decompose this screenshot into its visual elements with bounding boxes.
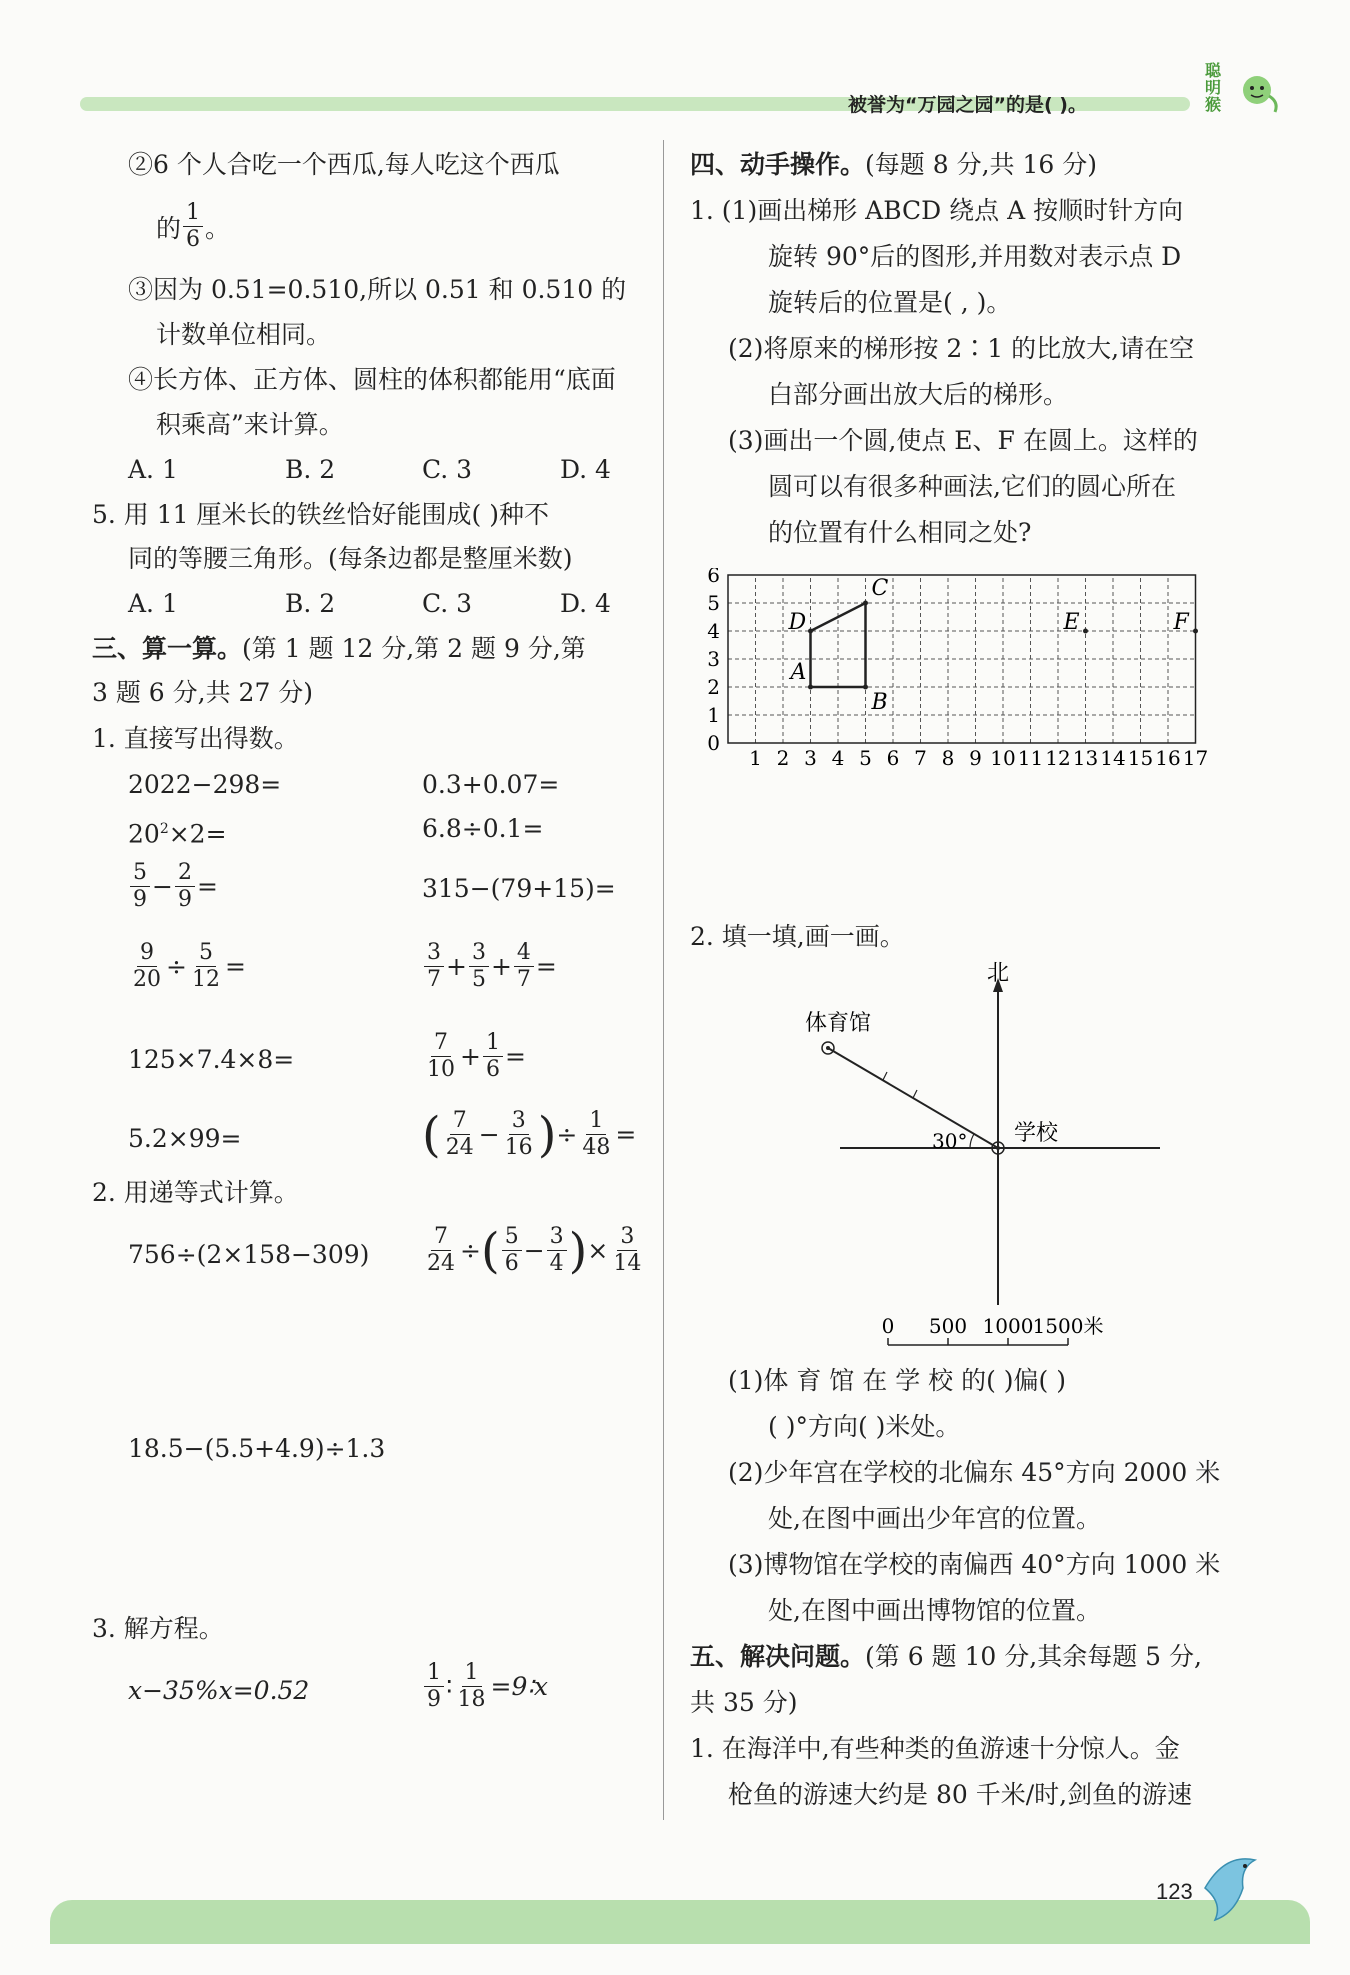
numerator: 1: [183, 200, 203, 227]
calc-1: 2022−298=: [128, 770, 282, 799]
point-label-c: C: [871, 576, 889, 601]
y-tick-label: 4: [707, 619, 720, 643]
denominator: 7: [427, 967, 441, 992]
fraction: [469, 940, 489, 993]
q5-option-c[interactable]: C. 3: [422, 589, 473, 618]
paren: ): [537, 1106, 557, 1163]
dolphin-icon: [1195, 1848, 1265, 1928]
gym-label: 体育馆: [805, 1011, 872, 1036]
op: =: [224, 952, 246, 981]
y-tick-label: 6: [707, 568, 720, 587]
s3q2-b: [422, 1224, 646, 1277]
y-tick-label: 0: [707, 731, 720, 755]
denominator: 6: [504, 1251, 519, 1276]
y-tick-label: 1: [707, 703, 720, 727]
denominator: 7: [516, 967, 531, 992]
denominator: 9: [427, 1687, 441, 1712]
op: =: [504, 1042, 526, 1071]
point-f: [1193, 629, 1198, 634]
calc-frac-3: [422, 940, 557, 993]
numerator: 2: [175, 860, 195, 887]
numerator: 1: [424, 1660, 444, 1687]
point-b: [863, 685, 868, 690]
q5-option-d[interactable]: D. 4: [560, 589, 611, 618]
x-tick-label: 8: [941, 746, 955, 770]
denominator: 9: [177, 887, 192, 912]
fraction: [502, 1108, 536, 1161]
denominator: 12: [191, 967, 220, 992]
x-tick-label: 17: [1182, 746, 1209, 770]
s4q2-item-1: (1)体 育 馆 在 学 校 的( )偏( ): [728, 1366, 1067, 1395]
section-score: (第 1 题 12 分,第 2 题 9 分,第: [242, 634, 586, 663]
x-tick-label: 15: [1127, 746, 1154, 770]
point-d: [808, 629, 813, 634]
q4-item-2-cont: [156, 200, 230, 253]
q4-item-4: ④长方体、正方体、圆柱的体积都能用“底面: [128, 365, 616, 394]
base: 20: [128, 819, 160, 849]
s3q3-a: x−35%x=0.52: [128, 1676, 310, 1705]
fraction: [183, 200, 203, 253]
op: +: [490, 952, 512, 981]
x-tick-label: 13: [1072, 746, 1099, 770]
s4q2-title: 2. 填一填,画一画。: [690, 922, 905, 951]
x-tick-label: 2: [776, 746, 790, 770]
s4q1-line-7: 圆可以有很多种画法,它们的圆心所在: [768, 472, 1176, 501]
scale-label: 500: [928, 1314, 968, 1338]
tail: =9∶x: [490, 1672, 548, 1701]
fraction: [547, 1224, 567, 1277]
q4-item-2: ②6 个人合吃一个西瓜,每人吃这个西瓜: [128, 150, 560, 179]
y-tick-label: 5: [707, 591, 720, 615]
op: −: [478, 1120, 500, 1149]
calc-4: 6.8÷0.1=: [422, 814, 544, 843]
fraction: [579, 1108, 613, 1161]
s3q3-b: [422, 1660, 548, 1713]
denominator: 48: [582, 1135, 611, 1160]
section-score: (第 6 题 10 分,其余每题 5 分,: [865, 1642, 1202, 1671]
op: ÷: [166, 952, 187, 981]
point-e: [1083, 629, 1088, 634]
y-tick-label: 3: [707, 647, 720, 671]
section-3-score-cont: 3 题 6 分,共 27 分): [92, 678, 314, 707]
denominator: 9: [133, 887, 147, 912]
x-tick-label: 12: [1045, 746, 1071, 770]
direction-diagram[interactable]: [790, 960, 1190, 1360]
s5q1-line-2: 枪鱼的游速大约是 80 千米/时,剑鱼的游速: [728, 1780, 1193, 1809]
s3q2-a: 756÷(2×158−309): [128, 1240, 370, 1269]
numerator: 5: [130, 860, 150, 887]
numerator: 7: [431, 1030, 451, 1057]
q5-option-a[interactable]: A. 1: [128, 589, 178, 618]
s4q1-line-2: 旋转 90°后的图形,并用数对表示点 D: [768, 242, 1182, 271]
op: ∶: [446, 1672, 453, 1701]
fraction: [424, 1224, 458, 1277]
s4q2-item-2: (2)少年宫在学校的北偏东 45°方向 2000 米: [728, 1458, 1221, 1487]
point-label-a: A: [790, 660, 807, 685]
page-number: 123: [1156, 1879, 1193, 1904]
header-slogan: 被誉为“万园之园”的是( )。: [848, 94, 1087, 116]
op: =: [535, 952, 557, 981]
q4-item-3: ③因为 0.51=0.510,所以 0.51 和 0.510 的: [128, 275, 627, 304]
s5q1-line-1: 1. 在海洋中,有些种类的鱼游速十分惊人。金: [690, 1734, 1180, 1763]
fraction: [189, 940, 223, 993]
point-label-e: E: [1063, 610, 1080, 635]
numerator: 3: [424, 940, 444, 967]
angle-arc: [970, 1134, 974, 1148]
x-tick-label: 11: [1017, 746, 1044, 770]
s4q1-line-5: 白部分画出放大后的梯形。: [768, 380, 1069, 409]
denominator: 14: [613, 1251, 642, 1276]
point-c: [863, 601, 868, 606]
calc-frac-4: [422, 1030, 526, 1083]
s3q1-title: 1. 直接写出得数。: [92, 724, 299, 753]
mascot-logo: [1205, 62, 1285, 122]
text: 。: [205, 213, 231, 243]
calc-7: 5.2×99=: [128, 1124, 242, 1153]
s4q1-line-6: (3)画出一个圆,使点 E、F 在圆上。这样的: [728, 426, 1198, 455]
s4q2-item-3-cont: 处,在图中画出博物馆的位置。: [768, 1596, 1101, 1625]
numerator: 5: [502, 1224, 522, 1251]
section-4-heading: [690, 148, 1097, 182]
op: ×: [587, 1236, 609, 1265]
fraction: [514, 940, 534, 993]
fraction: [502, 1224, 522, 1277]
section-5-score-cont: 共 35 分): [690, 1688, 798, 1717]
q4-option-d[interactable]: D. 4: [560, 455, 611, 484]
north-label: 北: [986, 961, 1010, 986]
coordinate-grid[interactable]: [700, 568, 1220, 778]
s4q1-line-1: 1. (1)画出梯形 ABCD 绕点 A 按顺时针方向: [690, 196, 1184, 225]
fraction: [175, 860, 195, 913]
fraction: [424, 1030, 458, 1083]
denominator: 6: [186, 227, 201, 252]
denominator: 6: [485, 1057, 500, 1082]
op: +: [446, 952, 467, 981]
calc-5: 315−(79+15)=: [422, 874, 616, 903]
q5-option-b[interactable]: B. 2: [285, 589, 336, 618]
s3q2-c: 18.5−(5.5+4.9)÷1.3: [128, 1434, 386, 1463]
mascot-text: 聪明猴: [1205, 61, 1222, 114]
section-title: 三、算一算。: [92, 634, 243, 663]
calc-2: 0.3+0.07=: [422, 770, 560, 799]
calc-frac-5: [422, 1108, 636, 1161]
op: ÷: [556, 1120, 578, 1149]
scale-label: 0: [881, 1314, 895, 1338]
x-tick-label: 1: [749, 746, 762, 770]
numerator: 1: [586, 1108, 606, 1135]
numerator: 7: [431, 1224, 451, 1251]
x-tick-label: 5: [859, 746, 872, 770]
numerator: 3: [509, 1108, 529, 1135]
footer-band: [50, 1900, 1310, 1944]
exponent: 2: [159, 821, 169, 837]
paren: ): [568, 1222, 588, 1279]
op: =: [196, 872, 218, 901]
fraction: [483, 1030, 503, 1083]
op: +: [460, 1042, 481, 1071]
fraction: [610, 1224, 644, 1277]
calc-3: [128, 812, 227, 851]
y-tick-label: 2: [707, 675, 720, 699]
fraction: [443, 1108, 477, 1161]
section-title: 四、动手操作。: [690, 150, 866, 179]
fraction: [130, 940, 164, 993]
paren: (: [480, 1222, 500, 1279]
s4q1-line-4: (2)将原来的梯形按 2∶1 的比放大,请在空: [728, 334, 1195, 363]
op: −: [523, 1236, 545, 1265]
denominator: 24: [445, 1135, 474, 1160]
op: =: [615, 1120, 637, 1149]
calc-frac-2: [128, 940, 246, 993]
s4q2-item-1-cont: ( )°方向( )米处。: [768, 1412, 961, 1441]
numerator: 9: [137, 940, 157, 967]
x-tick-label: 9: [969, 746, 982, 770]
s4q1-line-3: 旋转后的位置是( , )。: [768, 288, 1012, 317]
calc-frac-1: [128, 860, 218, 913]
denominator: 10: [427, 1057, 455, 1082]
denominator: 16: [504, 1135, 533, 1160]
fraction: [130, 860, 150, 913]
numerator: 5: [196, 940, 216, 967]
denominator: 20: [133, 967, 161, 992]
x-tick-label: 10: [990, 746, 1016, 770]
numerator: 4: [514, 940, 534, 967]
op: −: [152, 872, 173, 901]
fraction: [424, 940, 444, 993]
scale-label: 1000: [982, 1314, 1034, 1338]
q4-item-4-cont: 积乘高”来计算。: [156, 410, 344, 439]
s4q2-item-2-cont: 处,在图中画出少年宫的位置。: [768, 1504, 1101, 1533]
s4q1-line-8: 的位置有什么相同之处?: [768, 518, 1032, 547]
section-score: (每题 8 分,共 16 分): [865, 150, 1097, 179]
numerator: 1: [483, 1030, 503, 1057]
x-tick-label: 6: [886, 746, 900, 770]
denominator: 4: [549, 1251, 564, 1276]
x-tick-label: 4: [831, 746, 845, 770]
x-tick-label: 3: [804, 746, 817, 770]
fraction: [424, 1660, 444, 1713]
point-label-b: B: [871, 690, 888, 715]
column-divider: [663, 140, 664, 1820]
x-tick-label: 7: [914, 746, 927, 770]
point-a: [808, 685, 813, 690]
x-tick-label: 14: [1100, 746, 1126, 770]
s4q2-item-3: (3)博物馆在学校的南偏西 40°方向 1000 米: [728, 1550, 1221, 1579]
denominator: 18: [457, 1687, 486, 1712]
school-label: 学校: [1014, 1121, 1059, 1146]
q4-option-a[interactable]: A. 1: [128, 455, 178, 484]
q4-option-b[interactable]: B. 2: [285, 455, 336, 484]
section-5-heading: [690, 1640, 1202, 1674]
q5-line-2: 同的等腰三角形。(每条边都是整厘米数): [128, 544, 573, 573]
numerator: 3: [547, 1224, 567, 1251]
numerator: 3: [469, 940, 489, 967]
angle-label: 30°: [932, 1129, 968, 1153]
q5-line-1: 5. 用 11 厘米长的铁丝恰好能围成( )种不: [92, 500, 549, 529]
paren: (: [422, 1106, 441, 1163]
q4-option-c[interactable]: C. 3: [422, 455, 473, 484]
rest: ×2=: [168, 819, 227, 849]
s3q2-title: 2. 用递等式计算。: [92, 1178, 299, 1207]
text: 的: [156, 213, 182, 243]
numerator: 7: [450, 1108, 470, 1135]
scale-label: 1500米: [1032, 1314, 1104, 1338]
op: ÷: [460, 1236, 481, 1265]
numerator: 1: [462, 1660, 482, 1687]
s3q3-title: 3. 解方程。: [92, 1614, 224, 1643]
denominator: 5: [471, 967, 486, 992]
section-3-heading: [92, 632, 586, 666]
calc-6: 125×7.4×8=: [128, 1045, 295, 1074]
q4-item-3-cont: 计数单位相同。: [156, 320, 332, 349]
fraction: [455, 1660, 489, 1713]
x-tick-label: 16: [1155, 746, 1181, 770]
point-label-d: D: [788, 610, 807, 635]
numerator: 3: [617, 1224, 637, 1251]
section-title: 五、解决问题。: [690, 1642, 866, 1671]
point-label-f: F: [1173, 610, 1189, 635]
denominator: 24: [427, 1251, 455, 1276]
